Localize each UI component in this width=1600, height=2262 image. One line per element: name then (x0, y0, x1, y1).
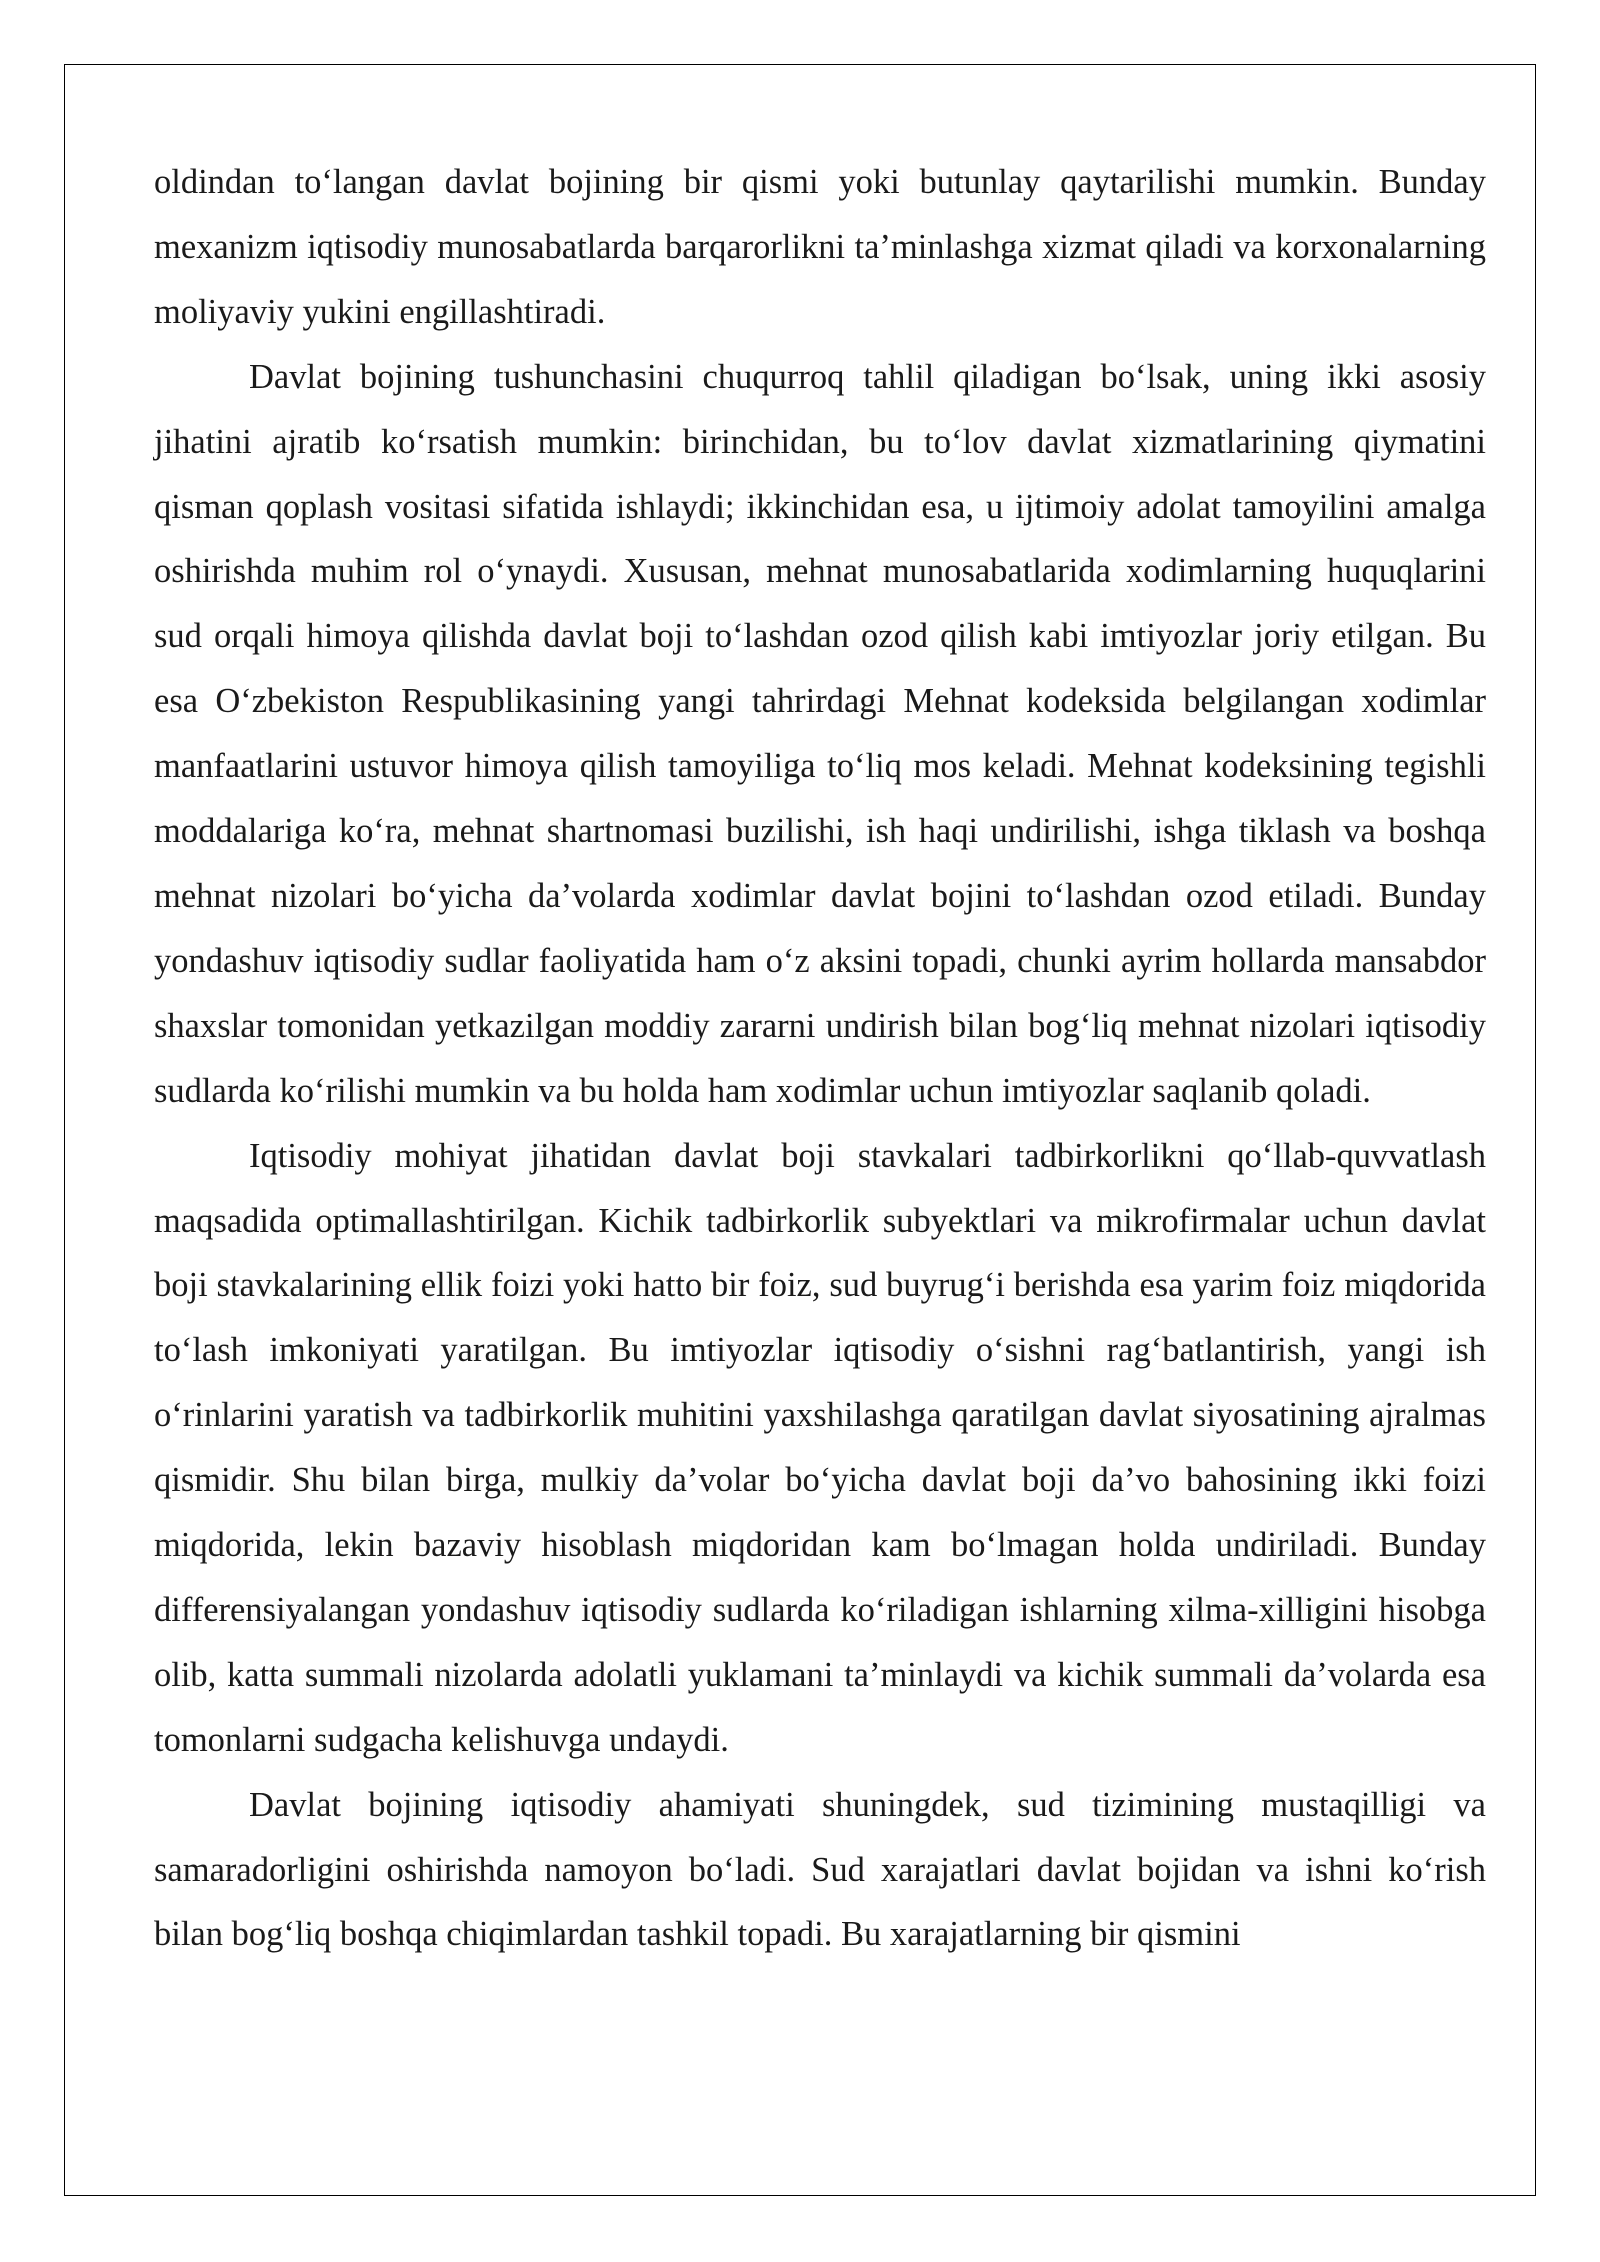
paragraph-2: Davlat bojining tushunchasini chuqurroq tahlil qiladigan bo‘lsak, uning ikki asosiy jihatini ajratib ko‘rsatish mumkin: birinchidan, bu to‘lov davlat xizmatlarining qiymatini qisman qoplash vositasi sifatida ishlaydi; ikkinchidan esa, u ijtimoiy adolat tamoyilini amalga oshirishda muhim rol o‘ynaydi. Xususan, mehnat munosabatlarida xodimlarning huquqlarini sud orqali himoya qilishda davlat boji to‘lashdan ozod qilish kabi imtiyozlar joriy etilgan. Bu esa O‘zbekiston Respublikasining yangi tahrirdagi Mehnat kodeksida belgilangan xodimlar manfaatlarini ustuvor himoya qilish tamoyiliga to‘liq mos keladi. Mehnat kodeksining tegishli moddalariga ko‘ra, mehnat shartnomasi buzilishi, ish haqi undirilishi, ishga tiklash va boshqa mehnat nizolari bo‘yicha da’volarda xodimlar davlat bojini to‘lashdan ozod etiladi. Bunday yondashuv iqtisodiy sudlar faoliyatida ham o‘z aksini topadi, chunki ayrim hollarda mansabdor shaxslar tomonidan yetkazilgan moddiy zararni undirish bilan bog‘liq mehnat nizolari iqtisodiy sudlarda ko‘rilishi mumkin va bu holda ham xodimlar uchun imtiyozlar saqlanib qoladi. (154, 357, 1486, 1110)
paragraph-4: Davlat bojining iqtisodiy ahamiyati shuningdek, sud tizimining mustaqilligi va samaradorligini oshirishda namoyon bo‘ladi. Sud xarajatlari davlat bojidan va ishni ko‘rish bilan bog‘liq boshqa chiqimlardan tashkil topadi. Bu xarajatlarning bir qismini (154, 1785, 1486, 1954)
document-body (154, 150, 1486, 1967)
paragraph-1: oldindan to‘langan davlat bojining bir qismi yoki butunlay qaytarilishi mumkin. Bunday mexanizm iqtisodiy munosabatlarda barqarorlikni ta’minlashga xizmat qiladi va korxonalarning moliyaviy yukini engillashtiradi. (154, 163, 1486, 331)
paragraph-3: Iqtisodiy mohiyat jihatidan davlat boji stavkalari tadbirkorlikni qo‘llab-quvvatlash maqsadida optimallashtirilgan. Kichik tadbirkorlik subyektlari va mikrofirmalar uchun davlat boji stavkalarining ellik foizi yoki hatto bir foiz, sud buyrug‘i berishda esa yarim foiz miqdorida to‘lash imkoniyati yaratilgan. Bu imtiyozlar iqtisodiy o‘sishni rag‘batlantirish, yangi ish o‘rinlarini yaratish va tadbirkorlik muhitini yaxshilashga qaratilgan davlat siyosatining ajralmas qismidir. Shu bilan birga, mulkiy da’volar bo‘yicha davlat boji da’vo bahosining ikki foizi miqdorida, lekin bazaviy hisoblash miqdoridan kam bo‘lmagan holda undiriladi. Bunday differensiyalangan yondashuv iqtisodiy sudlarda ko‘riladigan ishlarning xilma-xilligini hisobga olib, katta summali nizolarda adolatli yuklamani ta’minlaydi va kichik summali da’volarda esa tomonlarni sudgacha kelishuvga undaydi. (154, 1136, 1486, 1759)
